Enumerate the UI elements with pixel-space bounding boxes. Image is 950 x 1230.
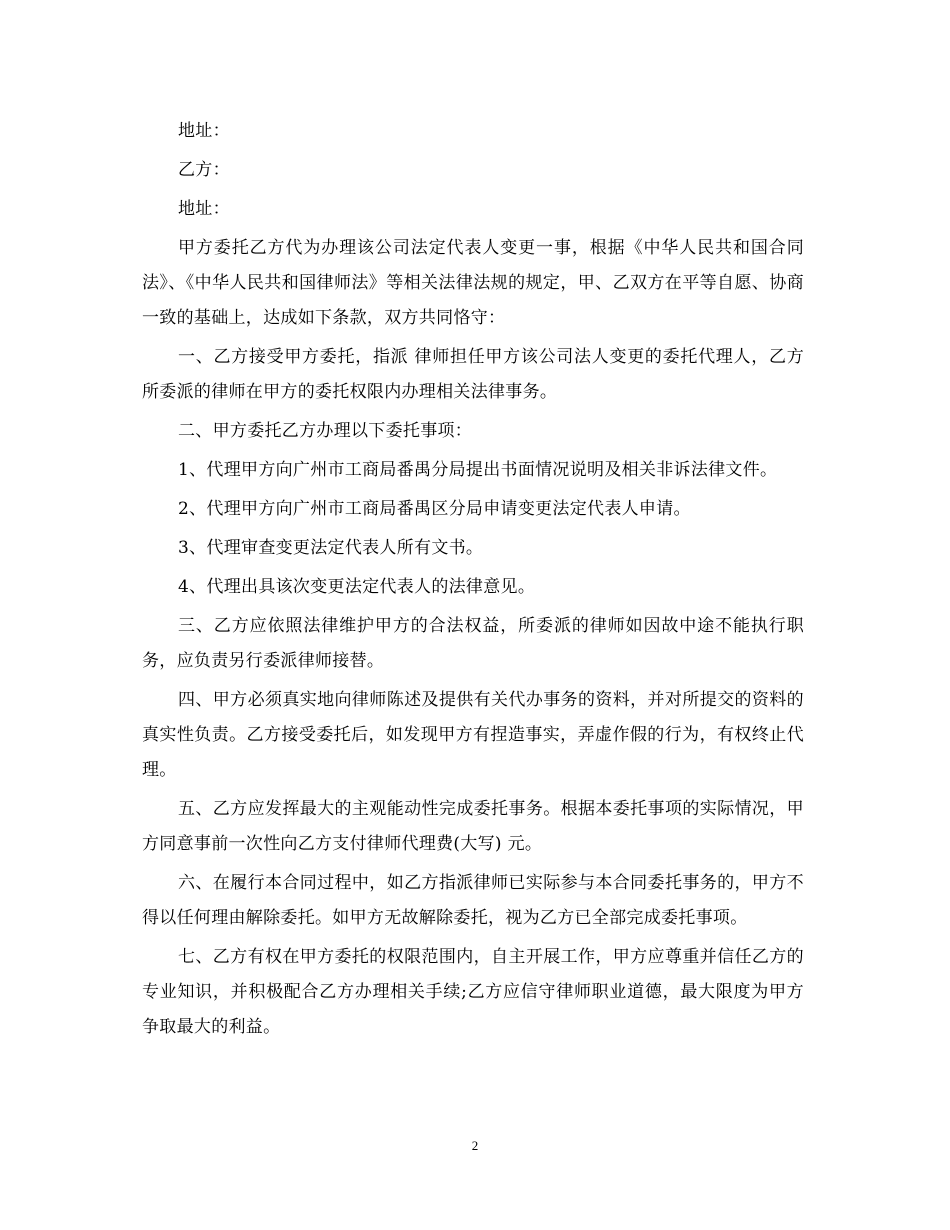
clause-2-item-2: 2、代理甲方向广州市工商局番禺区分局申请变更法定代表人申请。	[178, 499, 691, 519]
clause-2-item-3: 3、代理审查变更法定代表人所有文书。	[178, 538, 484, 558]
clause-1: 一、乙方接受甲方委托，指派 律师担任甲方该公司法人变更的委托代理人，乙方所委派的律师在甲方的委托权限内办理相关法律事务。	[142, 347, 804, 402]
clause-6: 六、在履行本合同过程中，如乙方指派律师已实际参与本合同委托事务的，甲方不得以任何理由解除委托。如甲方无故解除委托，视为乙方已全部完成委托事项。	[142, 873, 804, 928]
preamble-paragraph: 甲方委托乙方代为办理该公司法定代表人变更一事，根据《中华人民共和国合同法》、《中华人民共和国律师法》等相关法律法规的规定，甲、乙双方在平等自愿、协商一致的基础上，达成如下条款，双方共同恪守：	[142, 238, 804, 328]
clause-7: 七、乙方有权在甲方委托的权限范围内，自主开展工作，甲方应尊重并信任乙方的专业知识，并积极配合乙方办理相关手续;乙方应信守律师职业道德，最大限度为甲方争取最大的利益。	[142, 947, 804, 1037]
clause-2-item-4: 4、代理出具该次变更法定代表人的法律意见。	[178, 577, 536, 597]
clause-4: 四、甲方必须真实地向律师陈述及提供有关代办事务的资料，并对所提交的资料的真实性负责。乙方接受委托后，如发现甲方有捏造事实，弄虚作假的行为，有权终止代理。	[142, 690, 804, 780]
clause-2-item-1: 1、代理甲方向广州市工商局番禺分局提出书面情况说明及相关非诉法律文件。	[178, 460, 778, 480]
party-b-address: 地址：	[178, 199, 230, 219]
clause-5: 五、乙方应发挥最大的主观能动性完成委托事务。根据本委托事项的实际情况，甲方同意事前一次性向乙方支付律师代理费(大写) 元。	[142, 799, 804, 854]
party-b-label: 乙方：	[178, 160, 230, 180]
clause-2: 二、甲方委托乙方办理以下委托事项：	[178, 421, 473, 441]
page-number: 2	[471, 1138, 479, 1153]
clause-3: 三、乙方应依照法律维护甲方的合法权益，所委派的律师如因故中途不能执行职务，应负责另行委派律师接替。	[142, 616, 804, 671]
document-body	[142, 114, 804, 1045]
party-a-address: 地址：	[178, 121, 230, 141]
